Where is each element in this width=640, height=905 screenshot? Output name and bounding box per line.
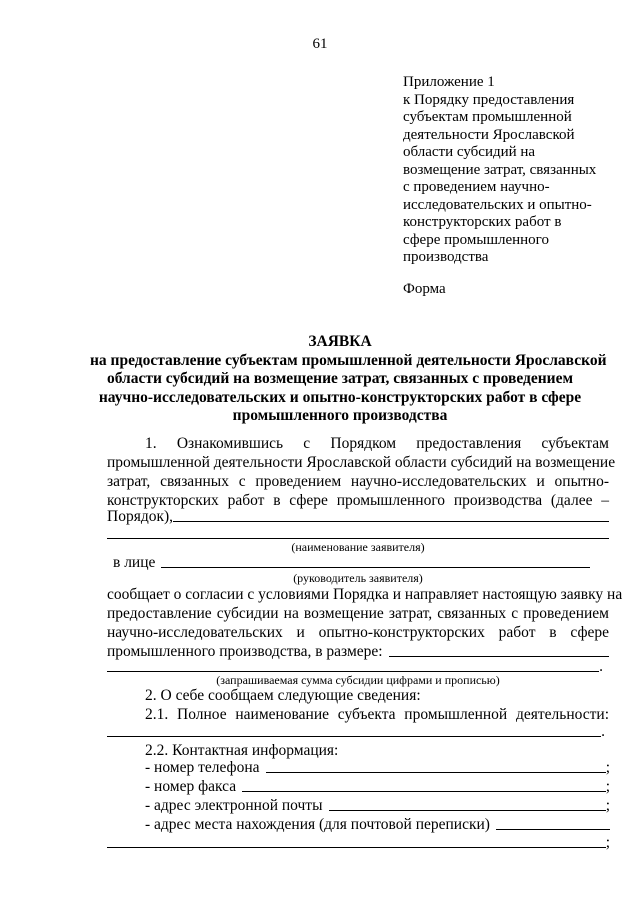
amount-field[interactable] [389, 642, 609, 657]
full-name-row [107, 722, 605, 741]
heading-line: промышленного производства [232, 407, 448, 424]
phone-row [145, 758, 610, 777]
appendix-line: к Порядку предоставления [403, 91, 575, 108]
address-field[interactable] [496, 815, 610, 830]
paragraph-line: 1. Ознакомившись с Порядком предоставления субъектам [145, 435, 609, 452]
semicolon: ; [605, 834, 610, 851]
appendix-line: области субсидий на [403, 144, 536, 160]
amount-field-line2[interactable] [107, 657, 599, 672]
fax-label: - номер факса [145, 778, 237, 795]
end-dot: . [599, 658, 603, 675]
address-field-line2[interactable] [107, 833, 606, 848]
in-person-label: в лице [113, 554, 156, 571]
semicolon: ; [605, 778, 610, 795]
paragraph-1 [107, 434, 616, 510]
appendix-line: субъектам промышленной [403, 109, 572, 125]
address-label: - адрес места нахождения (для почтовой переписки) [145, 816, 490, 833]
address-row [145, 815, 610, 834]
fax-row [145, 777, 610, 796]
paragraph-line: промышленной деятельности Ярославской области субсидий на возмещение [107, 454, 616, 471]
paragraph-line: сообщает о согласии с условиями Порядка и направляет настоящую заявку на [107, 586, 623, 603]
email-row [145, 796, 610, 815]
heading-line: на предоставление субъектам промышленной деятельности Ярославской [90, 351, 607, 369]
semicolon: ; [605, 759, 610, 776]
appendix-line: с проведением научно- [403, 179, 550, 195]
appendix-line: возмещение затрат, связанных [403, 161, 597, 178]
phone-field[interactable] [266, 758, 606, 773]
phone-label: - номер телефона [145, 759, 260, 776]
email-label: - адрес электронной почты [145, 797, 323, 814]
appendix-line: исследовательских и опытно- [403, 196, 592, 213]
paragraph-line: научно-исследовательских и опытно-конструкторских работ в сфере [107, 624, 609, 641]
appendix-line: производства [403, 249, 489, 265]
caption-head: (руководитель заявителя) [293, 571, 423, 585]
address-row-2 [107, 833, 610, 852]
form-label: Форма [403, 281, 446, 297]
full-name-field[interactable] [107, 722, 601, 737]
heading-line: области субсидий на возмещение затрат, связанных с проведением [106, 370, 574, 387]
paragraph-1-cont [107, 585, 623, 642]
head-field[interactable] [161, 553, 590, 568]
section-title: 2. О себе сообщаем следующие сведения: [145, 687, 421, 704]
appendix-line: деятельности Ярославской [403, 126, 575, 143]
caption-amount: (запрашиваемая сумма субсидии цифрами и прописью) [216, 673, 500, 687]
applicant-name-field[interactable] [173, 507, 609, 522]
caption-applicant: (наименование заявителя) [291, 540, 425, 554]
email-field[interactable] [329, 796, 606, 811]
page-number: 61 [312, 36, 328, 52]
appendix-line: конструкторских работ в [403, 214, 562, 230]
appendix-line: сфере промышленного [403, 231, 549, 248]
heading-line: научно-исследовательских и опытно-конструкторских работ в сфере [98, 388, 582, 406]
item-2-1: 2.1. Полное наименование субъекта промышленной деятельности: [145, 706, 609, 723]
paragraph-line: предоставление субсидии на возмещение затрат, связанных с проведением [107, 605, 609, 622]
document-title: ЗАЯВКА [308, 333, 372, 350]
paragraph-line: конструкторских работ в сфере промышленного производства (далее – [107, 492, 609, 509]
item-2-2: 2.2. Контактная информация: [145, 742, 339, 759]
end-dot: . [601, 723, 605, 740]
applicant-name-field-line2[interactable] [107, 524, 609, 539]
head-row [113, 553, 590, 572]
paragraph-line: затрат, связанных с проведением научно-исследовательских и опытно- [107, 473, 609, 490]
paragraph-line: Порядок), [107, 508, 174, 525]
document-heading [90, 333, 607, 426]
fax-field[interactable] [242, 777, 606, 792]
paragraph-line: промышленного производства, в размере: [107, 643, 383, 660]
section-2 [107, 686, 609, 724]
appendix-block [403, 74, 618, 267]
appendix-line: Приложение 1 [403, 74, 495, 90]
semicolon: ; [605, 797, 610, 814]
